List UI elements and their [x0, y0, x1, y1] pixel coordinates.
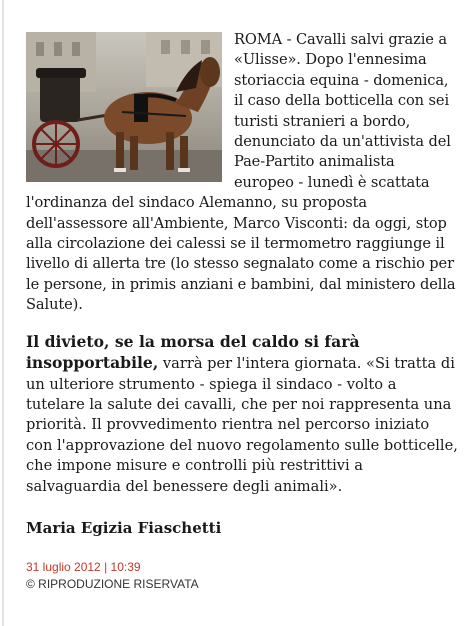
copyright-notice: © RIPRODUZIONE RISERVATA	[26, 576, 199, 591]
paragraph-2	[26, 332, 458, 497]
publish-date: 31 luglio 2012 | 10:39	[26, 559, 141, 574]
article-meta	[26, 559, 458, 593]
author-name: Maria Egizia Fiaschetti	[26, 518, 222, 537]
article-body	[26, 30, 458, 593]
horse-carriage-photo	[26, 32, 222, 182]
paragraph-1: ROMA - Cavalli salvi grazie a «Ulisse». Dopo l'ennesima storiaccia equina - domenica, il caso della botticella con sei turisti stranieri a bordo, denunciato da un'attivista del Pae-Partito animalista europeo - lunedì è scattata l'ordinanza del sindaco Alemanno, su proposta dell'assessore all'Ambiente, Marco Visconti: da oggi, stop alla circolazione dei calessi se il termometro raggiunge il livello di allerta tre (lo stesso segnalato come a rischio per le persone, in primis anziani e bambini, dal ministero della Salute).	[26, 31, 456, 314]
left-border-rule	[2, 0, 4, 626]
paragraph-2-lead: Il divieto, se la morsa del caldo si farà insopportabile,	[26, 331, 360, 373]
paragraph-2-rest: varrà per l'intera giornata. «Si tratta di un ulteriore strumento - spiega il sindaco - volto a tutelare la salute dei cavalli, che per noi rappresenta una priorità. Il provvedimento rientra nel percorso iniziato con l'approvazione del nuovo regolamento sulle botticelle, che impone misure e controlli più restrittivi a salvaguardia del benessere degli animali».	[26, 355, 458, 495]
